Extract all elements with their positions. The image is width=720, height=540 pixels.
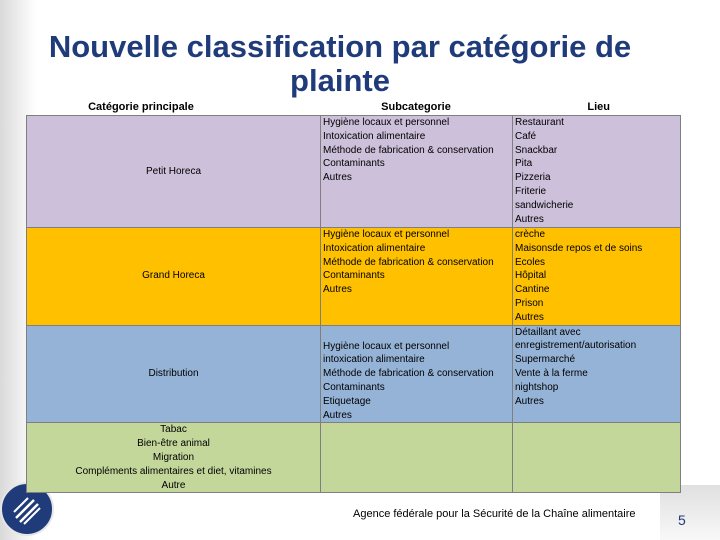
place-cell [513, 423, 681, 493]
slide-title: Nouvelle classification par catégorie de plainte [48, 29, 632, 98]
list-item: sandwicherie [515, 199, 574, 211]
list-item: Bien-être animal [137, 438, 210, 450]
place-cell [513, 228, 681, 326]
category-cell: Grand Horeca [27, 228, 321, 326]
list-item: Snackbar [515, 144, 558, 156]
list-item: Ecoles [515, 256, 546, 268]
header-place: Lieu [587, 101, 610, 113]
category-cell: Petit Horeca [27, 116, 321, 228]
header-subcategory: Subcategorie [381, 101, 451, 113]
category-cell [27, 423, 321, 493]
list-item: Tabac [160, 424, 187, 436]
place-cell [513, 325, 681, 423]
list-item: Supermarché [515, 354, 576, 366]
table-row [27, 423, 681, 493]
list-item: Cantine [515, 284, 550, 296]
list-item: nightshop [515, 381, 559, 393]
footer-agency: Agence fédérale pour la Sécurité de la Chaîne alimentaire [353, 508, 636, 520]
list-item: Hygiène locaux et personnel [323, 229, 450, 240]
list-item: Pizzeria [515, 172, 551, 184]
page-number: 5 [678, 512, 686, 528]
list-item: Méthode de fabrication & conservation [323, 368, 494, 380]
list-item: Etiquetage [323, 395, 371, 407]
table-row [27, 325, 681, 423]
list-item: Contaminants [323, 270, 385, 282]
place-cell [513, 116, 681, 228]
list-item: Pita [515, 158, 533, 170]
subcategory-cell [321, 228, 513, 326]
subcategory-cell [321, 116, 513, 228]
list-item: Café [515, 130, 537, 142]
list-item: Méthode de fabrication & conservation [323, 256, 494, 268]
list-item: Autres [323, 284, 352, 296]
header-category: Catégorie principale [88, 101, 194, 113]
list-item: Restaurant [515, 117, 564, 128]
list-item: Compléments alimentaires et diet, vitamines [75, 465, 272, 477]
list-item: Friterie [515, 185, 547, 197]
list-item: Vente à la ferme [515, 367, 588, 379]
list-item: Autres [323, 409, 352, 421]
list-item: Autres [515, 311, 544, 323]
list-item: Intoxication alimentaire [323, 130, 426, 142]
list-item: Détaillant avec [515, 326, 581, 338]
list-item: Intoxication alimentaire [323, 242, 426, 254]
list-item: Autre [161, 479, 186, 491]
list-item: intoxication alimentaire [323, 354, 425, 366]
list-item: crèche [515, 229, 546, 240]
subcategory-cell [321, 423, 513, 493]
list-item: Maisonsde repos et de soins [515, 242, 643, 254]
table-row [27, 228, 681, 326]
list-item: Contaminants [323, 158, 385, 170]
list-item: Hygiène locaux et personnel [323, 340, 450, 352]
list-item: enregistrement/autorisation [515, 340, 637, 352]
table-row [27, 116, 681, 228]
category-cell: Distribution [27, 325, 321, 423]
list-item: Contaminants [323, 381, 385, 393]
list-item: Prison [515, 297, 544, 309]
list-item: Hygiène locaux et personnel [323, 117, 450, 128]
list-item: Autres [515, 213, 544, 225]
list-item: Migration [152, 451, 195, 463]
subcategory-cell [321, 325, 513, 423]
classification-table [26, 115, 681, 493]
list-item: Hôpital [515, 270, 547, 282]
list-item: Méthode de fabrication & conservation [323, 144, 494, 156]
list-item: Autres [323, 172, 352, 184]
list-item: Autres [515, 395, 544, 407]
